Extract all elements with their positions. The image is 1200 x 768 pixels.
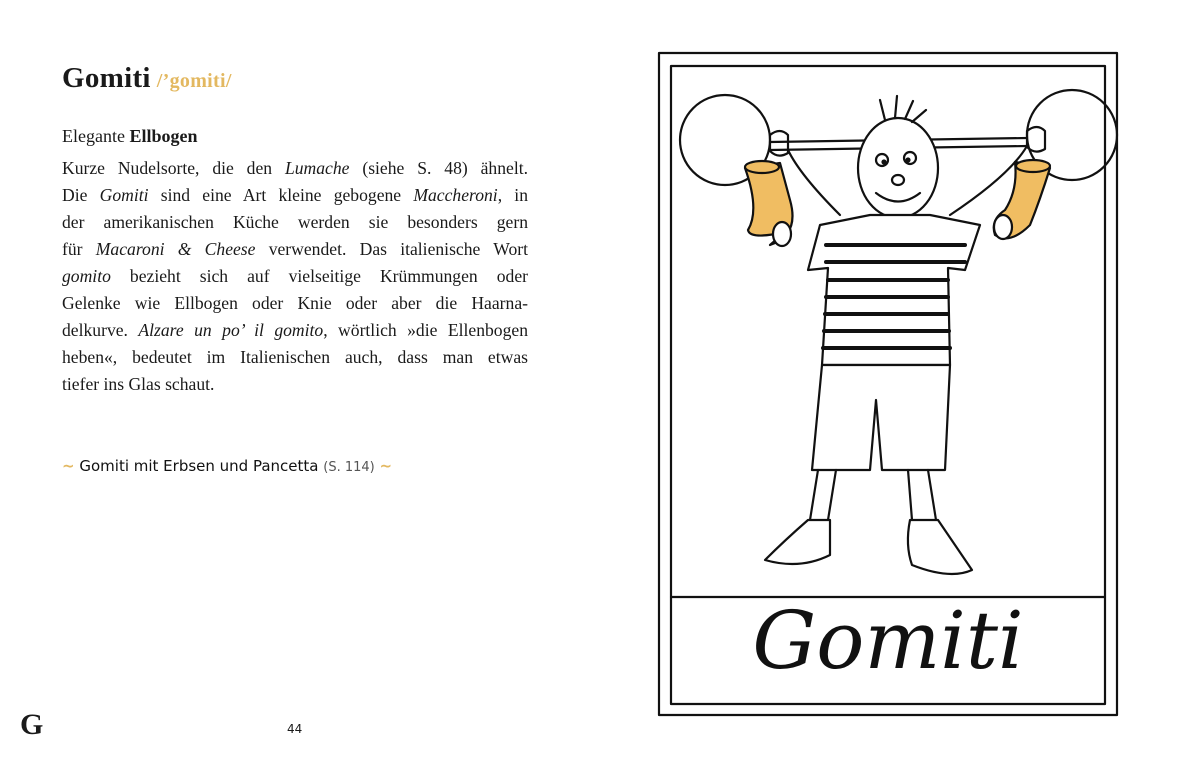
- body-text: der amerikanischen Küche werden sie besonders gern: [62, 212, 528, 232]
- italic-term: Maccheroni: [413, 185, 498, 205]
- body-text: tiefer ins Glas schaut.: [62, 374, 215, 394]
- body-text: verwendet. Das italienische Wort: [255, 239, 528, 259]
- pronunciation: /’gomiti/: [156, 70, 232, 92]
- tilde-ornament: ~: [379, 457, 393, 475]
- body-text: , in: [497, 185, 528, 205]
- body-text: für: [62, 239, 96, 259]
- section-letter: G: [20, 708, 44, 741]
- boy-figure: [765, 96, 1045, 574]
- tilde-ornament: ~: [62, 457, 75, 475]
- subtitle-bold: Ellbogen: [129, 126, 198, 146]
- italic-term: Lumache: [284, 158, 350, 178]
- page-number: 44: [287, 722, 303, 736]
- body-text: Gelenke wie Ellbogen oder Knie oder aber die Haarna-: [62, 293, 528, 313]
- body-text: (siehe S. 48) ähnelt.: [349, 158, 528, 178]
- italic-term: gomito: [62, 266, 111, 286]
- body-text: Kurze Nudelsorte, die den: [62, 158, 285, 178]
- recipe-page-ref: (S. 114): [323, 460, 375, 475]
- italic-term: Macaroni & Cheese: [95, 239, 256, 259]
- recipe-name[interactable]: Gomiti mit Erbsen und Pancetta: [79, 457, 319, 475]
- italic-term: Gomiti: [99, 185, 149, 205]
- subtitle-plain: Elegante: [62, 126, 125, 146]
- entry-title-text: Gomiti: [62, 62, 151, 94]
- italic-term: Alzare un po’ il gomito: [138, 320, 324, 340]
- body-text: , wörtlich »die Ellenbogen: [323, 320, 528, 340]
- body-text: Die: [62, 185, 100, 205]
- body-text: bezieht sich auf vielseitige Krümmungen oder: [110, 266, 528, 286]
- body-text: sind eine Art kleine gebogene: [148, 185, 414, 205]
- body-text: heben«, bedeutet im Italienischen auch, dass man etwas: [62, 347, 528, 367]
- body-text: delkurve.: [62, 320, 139, 340]
- illustration-caption: Gomiti: [752, 594, 1024, 687]
